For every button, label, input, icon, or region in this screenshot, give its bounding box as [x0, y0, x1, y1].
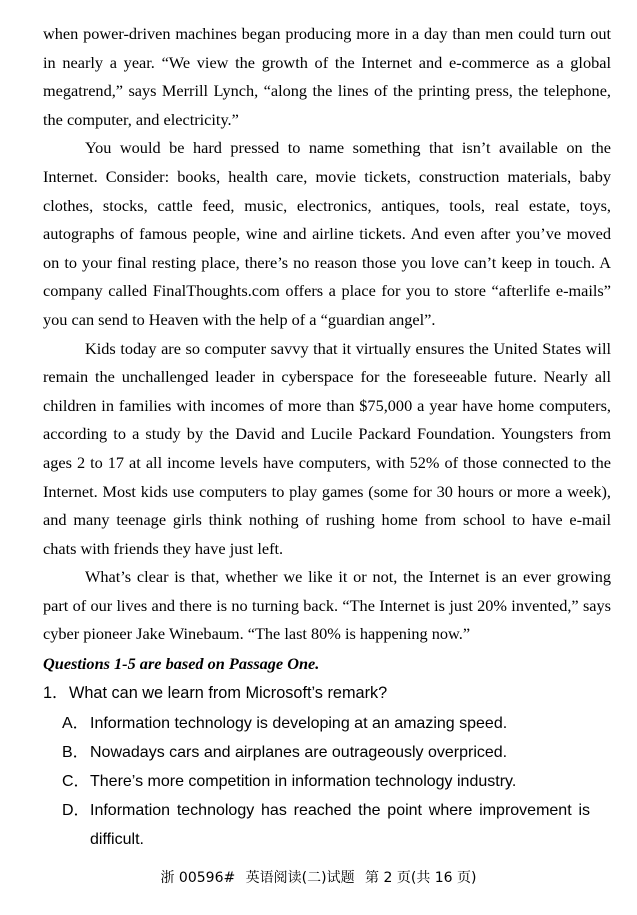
question-1-options: [62, 710, 590, 855]
footer-course-code: 浙 00596#: [160, 870, 236, 886]
question-number: 1．: [43, 684, 69, 702]
option-text: Information technology has reached the point where improvement is difficult.: [90, 802, 590, 848]
passage-paragraph: You would be hard pressed to name something that isn’t available on the Internet. Consider: books, health care, movie tickets, construction materials, baby clothes, stocks, cattle feed, music, electronics, antiques, tools, real estate, toys, autographs of famous people, wine and airline tickets. And even after you’ve moved on to your final resting place, there’s no reason those you love can’t keep in touch. A company called FinalThoughts.com offers a place for you to store “afterlife e-mails” you can send to Heaven with the help of a “guardian angel”.: [43, 138, 611, 329]
option-text: There’s more competition in information technology industry.: [90, 773, 517, 791]
passage-one: [43, 20, 611, 649]
question-1: [43, 679, 387, 707]
footer-exam-title: 英语阅读(二)试题: [245, 870, 355, 886]
option-letter: D．: [62, 802, 90, 820]
passage-paragraph: What’s clear is that, whether we like it or not, the Internet is an ever growing part of our lives and there is no turning back. “The Internet is just 20% invented,” says cyber pioneer Jake Winebaum. “The last 80% is happening now.”: [43, 567, 611, 644]
passage-paragraph: when power-driven machines began producing more in a day than men could turn out in nearly a year. “We view the growth of the Internet and e-commerce as a global megatrend,” says Merrill Lynch, “along the lines of the printing press, the telephone, the computer, and electricity.”: [43, 24, 611, 129]
question-text: What can we learn from Microsoft’s remark?: [69, 684, 388, 702]
page-footer: [0, 868, 637, 888]
option-letter: A．: [62, 715, 89, 732]
option-c: [62, 768, 590, 797]
option-text: Nowadays cars and airplanes are outrageously overpriced.: [90, 744, 508, 762]
option-letter: C．: [62, 773, 90, 791]
footer-page-number: 第 2 页(共 16 页): [365, 870, 477, 886]
option-b: [62, 739, 590, 768]
option-letter: B．: [62, 744, 89, 762]
questions-heading: Questions 1-5 are based on Passage One.: [43, 654, 320, 673]
option-d: [62, 797, 590, 854]
option-text: Information technology is developing at an amazing speed.: [90, 715, 508, 732]
passage-paragraph: Kids today are so computer savvy that it virtually ensures the United States will remain the unchallenged leader in cyberspace for the foreseeable future. Nearly all children in families with incomes of more than $75,000 a year have home computers, according to a study by the David and Lucile Packard Foundation. Youngsters from ages 2 to 17 at all income levels have computers, with 52% of those connected to the Internet. Most kids use computers to play games (some for 30 hours or more a week), and many teenage girls think nothing of rushing home from school to have e-mail chats with friends they have just left.: [43, 338, 611, 558]
option-a: [62, 710, 590, 739]
